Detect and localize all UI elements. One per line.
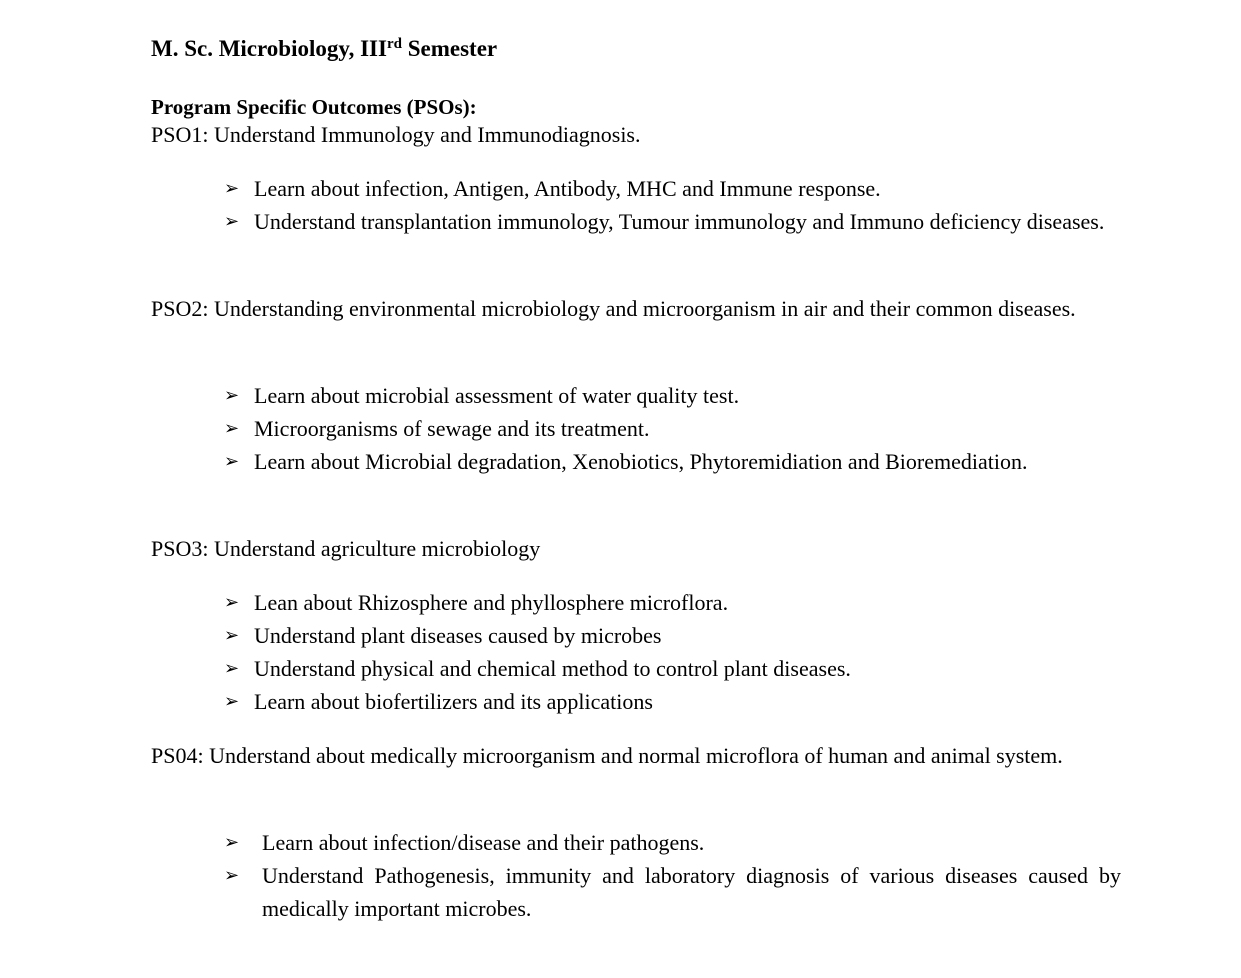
bullet-text: Understand physical and chemical method to control plant diseases. (254, 656, 851, 681)
arrow-bullet-icon: ➢ (224, 418, 240, 439)
bullet-text: Learn about microbial assessment of water quality test. (254, 383, 740, 408)
bullet-text: Learn about infection/disease and their pathogens. (262, 830, 705, 855)
pso-3-text: Understand agriculture microbiology (213, 536, 541, 561)
arrow-bullet-icon: ➢ (224, 385, 240, 406)
bullet-text: Learn about Microbial degradation, Xenobiotics, Phytoremidiation and Bioremediation. (254, 449, 1028, 474)
list-item (224, 859, 1121, 925)
pso-2-bullets (224, 379, 1121, 478)
pso-3-bullets (224, 586, 1121, 718)
pso-1-bullets (224, 172, 1121, 238)
pso-1-code: PSO1: (151, 122, 209, 147)
pso-4-bullets (224, 826, 1121, 925)
list-item (224, 379, 1121, 412)
section-heading: Program Specific Outcomes (PSOs): (151, 95, 477, 119)
pso-1 (151, 118, 1121, 151)
list-item (224, 586, 1121, 619)
pso-4 (151, 739, 1121, 772)
bullet-text: Understand plant diseases caused by microbes (254, 623, 662, 648)
arrow-bullet-icon: ➢ (224, 451, 240, 472)
bullet-text: Understand Pathogenesis, immunity and laboratory diagnosis of various diseases caused by medically important microbes. (262, 863, 1121, 921)
list-item (224, 619, 1121, 652)
list-item (224, 826, 1121, 859)
pso-2 (151, 292, 1121, 325)
pso-1-text: Understand Immunology and Immunodiagnosis. (213, 122, 641, 147)
title-superscript: rd (386, 36, 402, 52)
arrow-bullet-icon: ➢ (224, 832, 240, 853)
pso-2-code: PSO2: (151, 296, 209, 321)
arrow-bullet-icon: ➢ (224, 691, 240, 712)
list-item (224, 652, 1121, 685)
arrow-bullet-icon: ➢ (224, 865, 240, 886)
list-item (224, 172, 1121, 205)
bullet-text: Learn about infection, Antigen, Antibody, MHC and Immune response. (254, 176, 881, 201)
bullet-text: Learn about biofertilizers and its applications (254, 689, 653, 714)
list-item (224, 412, 1121, 445)
bullet-text: Lean about Rhizosphere and phyllosphere microflora. (254, 590, 729, 615)
pso-4-text: Understand about medically microorganism and normal microflora of human and animal system. (209, 743, 1063, 768)
pso-2-text: Understanding environmental microbiology and microorganism in air and their common diseases. (213, 296, 1076, 321)
pso-3 (151, 532, 1121, 565)
list-item (224, 445, 1121, 478)
pso-4-code: PS04: (151, 743, 204, 768)
list-item (224, 685, 1121, 718)
list-item (224, 205, 1121, 238)
arrow-bullet-icon: ➢ (224, 625, 240, 646)
bullet-text: Microorganisms of sewage and its treatment. (254, 416, 650, 441)
title-prefix: M. Sc. Microbiology, III (151, 36, 387, 61)
bullet-text: Understand transplantation immunology, Tumour immunology and Immuno deficiency diseases. (254, 209, 1105, 234)
arrow-bullet-icon: ➢ (224, 211, 240, 232)
arrow-bullet-icon: ➢ (224, 658, 240, 679)
pso-3-code: PSO3: (151, 536, 209, 561)
arrow-bullet-icon: ➢ (224, 592, 240, 613)
arrow-bullet-icon: ➢ (224, 178, 240, 199)
document-title (151, 32, 497, 65)
title-suffix: Semester (401, 36, 498, 61)
